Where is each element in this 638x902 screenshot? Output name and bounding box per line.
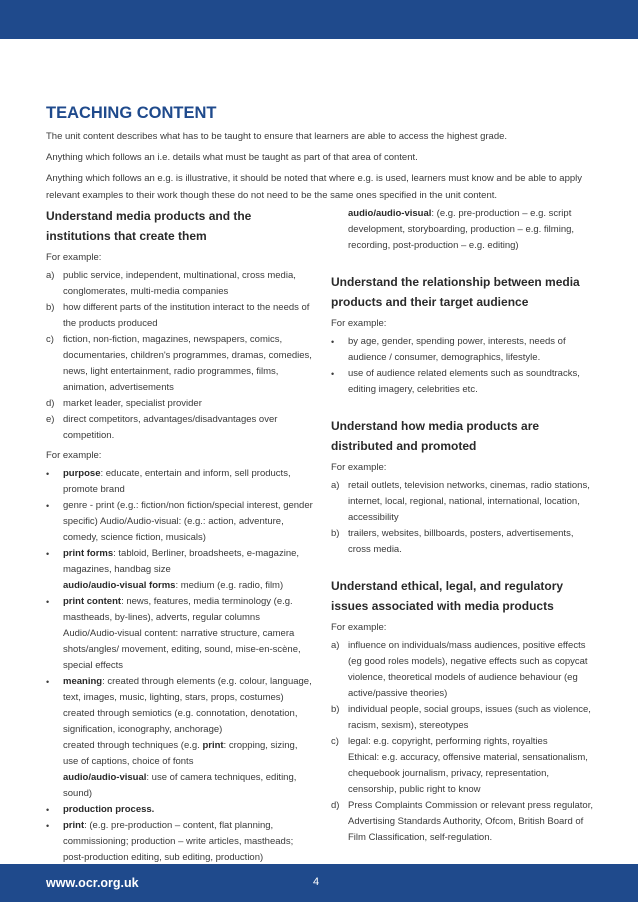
list-item: e) direct competitors, advantages/disadvantages over competition. xyxy=(46,414,278,441)
bullet-list xyxy=(46,466,314,866)
right-column xyxy=(331,206,593,846)
list-item-print-forms: • print forms: tabloid, Berliner, broadsheets, e-magazine, magazines, handbag size xyxy=(46,548,300,575)
list-item: a) public service, independent, multinational, cross media, conglomerates, multi-media companies xyxy=(46,270,296,297)
for-example-label: For example: xyxy=(331,462,387,473)
intro-paragraph-2: Anything which follows an i.e. details what must be taught as part of that area of content. xyxy=(46,152,418,163)
bullet-list xyxy=(331,334,593,398)
list-item-purpose: • purpose: educate, entertain and inform, sell products, promote brand xyxy=(46,468,291,495)
for-example-label: For example: xyxy=(46,450,102,461)
intro-paragraph-3: Anything which follows an e.g. is illustrative, it should be noted that where e.g. is used, learners must know and be able to apply relevant examples to their work though these do not need to be the same ones specified in the unit content. xyxy=(46,173,582,201)
alpha-list xyxy=(46,268,314,444)
list-subitem-ethical: Ethical: e.g. accuracy, offensive material, sensationalism, chequebook journalism, privacy, representation, censorship, public right to know xyxy=(348,752,588,795)
list-subitem-av-forms: audio/audio-visual forms: medium (e.g. radio, film) xyxy=(63,580,284,591)
for-example-label: For example: xyxy=(331,318,387,329)
for-example-label: For example: xyxy=(46,252,102,263)
list-item: a) retail outlets, television networks, cinemas, radio stations, internet, local, regional, national, international, location, accessibility xyxy=(331,480,590,523)
section-heading-target-audience: Understand the relationship between media products and their target audience xyxy=(331,275,580,309)
page-number: 4 xyxy=(313,876,320,888)
list-item: a) influence on individuals/mass audiences, positive effects (eg good roles models), negative effects such as copycat violence, theoretical models of audience behaviour (eg active/passive theories) xyxy=(331,640,588,699)
header-bar xyxy=(0,0,638,39)
list-subitem-av-content: Audio/Audio-visual content: narrative structure, camera shots/angles/ movement, editing, sound, mise-en-scène, special effects xyxy=(63,628,301,671)
list-item: b) individual people, social groups, issues (such as violence, racism, sexism), stereotypes xyxy=(331,704,591,731)
list-subitem-semiotics: created through semiotics (e.g. connotation, denotation, signification, iconography, anchorage) xyxy=(63,708,298,735)
list-item: d) Press Complaints Commission or relevant press regulator, Advertising Standards Authority, Ofcom, British Board of Film Classification, self-regulation. xyxy=(331,800,593,843)
list-item: • use of audience related elements such as soundtracks, editing imagery, celebrities etc. xyxy=(331,368,580,395)
continued-av-production: audio/audio-visual: (e.g. pre-production – e.g. script development, storyboarding, production – e.g. filming, recording, post-production – e.g. editing) xyxy=(348,208,575,251)
alpha-list xyxy=(331,638,593,846)
list-item-print-content: • print content: news, features, media terminology (e.g. mastheads, by-lines), adverts, regular columns xyxy=(46,596,293,623)
footer-website-link[interactable]: www.ocr.org.uk xyxy=(46,876,139,890)
alpha-list xyxy=(331,478,593,558)
list-item: c) fiction, non-fiction, magazines, newspapers, comics, documentaries, children's programmes, dramas, comedies, news, light entertainment, radio programmes, films, animation, advertisements xyxy=(46,334,312,393)
intro-paragraph-1: The unit content describes what has to be taught to ensure that learners are able to access the highest grade. xyxy=(46,131,508,142)
list-item: • by age, gender, spending power, interests, needs of audience / consumer, demographics, lifestyle. xyxy=(331,336,566,363)
section-heading-ethical-legal: Understand ethical, legal, and regulatory issues associated with media products xyxy=(331,579,564,613)
list-item-meaning: • meaning: created through elements (e.g. colour, language, text, images, music, lighting, stars, props, costumes) xyxy=(46,676,312,703)
list-item-production: • production process. xyxy=(46,804,155,815)
list-item-genre: • genre - print (e.g.: fiction/non fiction/special interest, gender specific) Audio/Audio-visual: (e.g.: action, adventure, comedy, science fiction, musicals) xyxy=(46,500,313,543)
section-heading-media-products: Understand media products and the institutions that create them xyxy=(46,209,252,243)
list-item: b) how different parts of the institution interact to the needs of the products produced xyxy=(46,302,310,329)
list-item: d) market leader, specialist provider xyxy=(46,398,202,409)
list-item-print-production: • print: (e.g. pre-production – content, flat planning, commissioning; production – write articles, mastheads; post-production editing, sub editing, production) xyxy=(46,820,294,863)
list-item: c) legal: e.g. copyright, performing rights, royalties xyxy=(331,736,548,747)
left-column xyxy=(46,206,314,866)
list-item: b) trailers, websites, billboards, posters, advertisements, cross media. xyxy=(331,528,574,555)
section-heading-distribution: Understand how media products are distributed and promoted xyxy=(331,419,540,453)
for-example-label: For example: xyxy=(331,622,387,633)
page-title: TEACHING CONTENT xyxy=(46,104,217,122)
list-subitem-techniques: created through techniques (e.g. print: cropping, sizing, use of captions, choice of fonts xyxy=(63,740,298,767)
list-subitem-av-use: audio/audio-visual: use of camera techniques, editing, sound) xyxy=(63,772,297,799)
